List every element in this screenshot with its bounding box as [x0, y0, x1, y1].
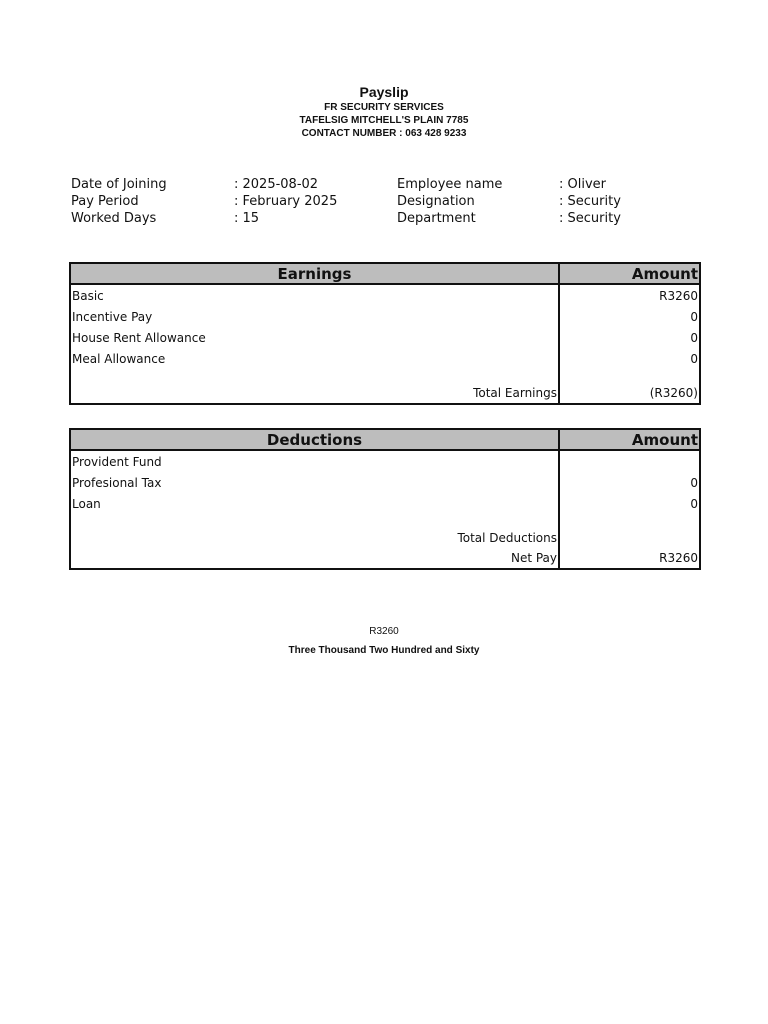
- table-row: [70, 450, 700, 472]
- net-pay-value: R3260: [559, 548, 700, 569]
- earning-label: Incentive Pay: [70, 306, 559, 327]
- info-row: [71, 210, 711, 227]
- table-row: [70, 472, 700, 493]
- table-row: [70, 284, 700, 306]
- payslip-title: Payslip: [359, 84, 409, 100]
- deductions-table: [69, 428, 701, 570]
- net-pay-label: Net Pay: [70, 548, 559, 569]
- deductions-header: Deductions: [70, 429, 559, 450]
- earning-amount: R3260: [559, 284, 700, 306]
- deduction-label: Loan: [70, 493, 559, 514]
- deduction-label: Provident Fund: [70, 450, 559, 472]
- earning-amount: 0: [559, 348, 700, 369]
- info-row: [71, 176, 711, 193]
- earnings-table: [69, 262, 701, 405]
- table-row: [70, 348, 700, 369]
- table-row: [70, 306, 700, 327]
- company-name: FR SECURITY SERVICES: [324, 102, 444, 113]
- total-deductions-value: [559, 528, 700, 548]
- payslip-header: [0, 84, 768, 140]
- employee-name-value: : Oliver: [559, 177, 607, 192]
- deductions-header-row: [70, 429, 700, 450]
- earnings-amount-header: Amount: [559, 263, 700, 284]
- earning-label: Basic: [70, 284, 559, 306]
- earnings-header-row: [70, 263, 700, 284]
- spacer-row: [70, 514, 700, 528]
- total-deductions-row: [70, 528, 700, 548]
- earning-label: House Rent Allowance: [70, 327, 559, 348]
- designation-label: Designation: [397, 194, 475, 209]
- net-pay-amount: R3260: [369, 626, 399, 637]
- department-value: : Security: [559, 211, 621, 226]
- net-pay-in-words: Three Thousand Two Hundred and Sixty: [288, 645, 480, 656]
- earning-label: Meal Allowance: [70, 348, 559, 369]
- spacer-cell: [70, 369, 559, 383]
- table-row: [70, 327, 700, 348]
- earnings-header: Earnings: [70, 263, 559, 284]
- spacer-cell: [559, 514, 700, 528]
- deduction-amount: 0: [559, 472, 700, 493]
- spacer-row: [70, 369, 700, 383]
- net-pay-row: [70, 548, 700, 569]
- date-of-joining-label: Date of Joining: [71, 177, 167, 192]
- designation-value: : Security: [559, 194, 621, 209]
- employee-info: [71, 176, 711, 227]
- spacer-cell: [70, 514, 559, 528]
- deductions-amount-header: Amount: [559, 429, 700, 450]
- worked-days-value: : 15: [234, 211, 260, 226]
- worked-days-label: Worked Days: [71, 211, 157, 226]
- earning-amount: 0: [559, 327, 700, 348]
- total-earnings-value: (R3260): [559, 383, 700, 404]
- pay-period-label: Pay Period: [71, 194, 139, 209]
- net-pay-summary: [0, 625, 768, 661]
- table-row: [70, 493, 700, 514]
- spacer-cell: [559, 369, 700, 383]
- employee-name-label: Employee name: [397, 177, 503, 192]
- deduction-amount: 0: [559, 493, 700, 514]
- total-deductions-label: Total Deductions: [70, 528, 559, 548]
- total-earnings-label: Total Earnings: [70, 383, 559, 404]
- department-label: Department: [397, 211, 476, 226]
- info-row: [71, 193, 711, 210]
- deduction-amount: [559, 450, 700, 472]
- deduction-label: Profesional Tax: [70, 472, 559, 493]
- date-of-joining-value: : 2025-08-02: [234, 177, 319, 192]
- earning-amount: 0: [559, 306, 700, 327]
- pay-period-value: : February 2025: [234, 194, 338, 209]
- total-earnings-row: [70, 383, 700, 404]
- company-contact: CONTACT NUMBER : 063 428 9233: [301, 128, 467, 139]
- company-address: TAFELSIG MITCHELL'S PLAIN 7785: [299, 115, 469, 126]
